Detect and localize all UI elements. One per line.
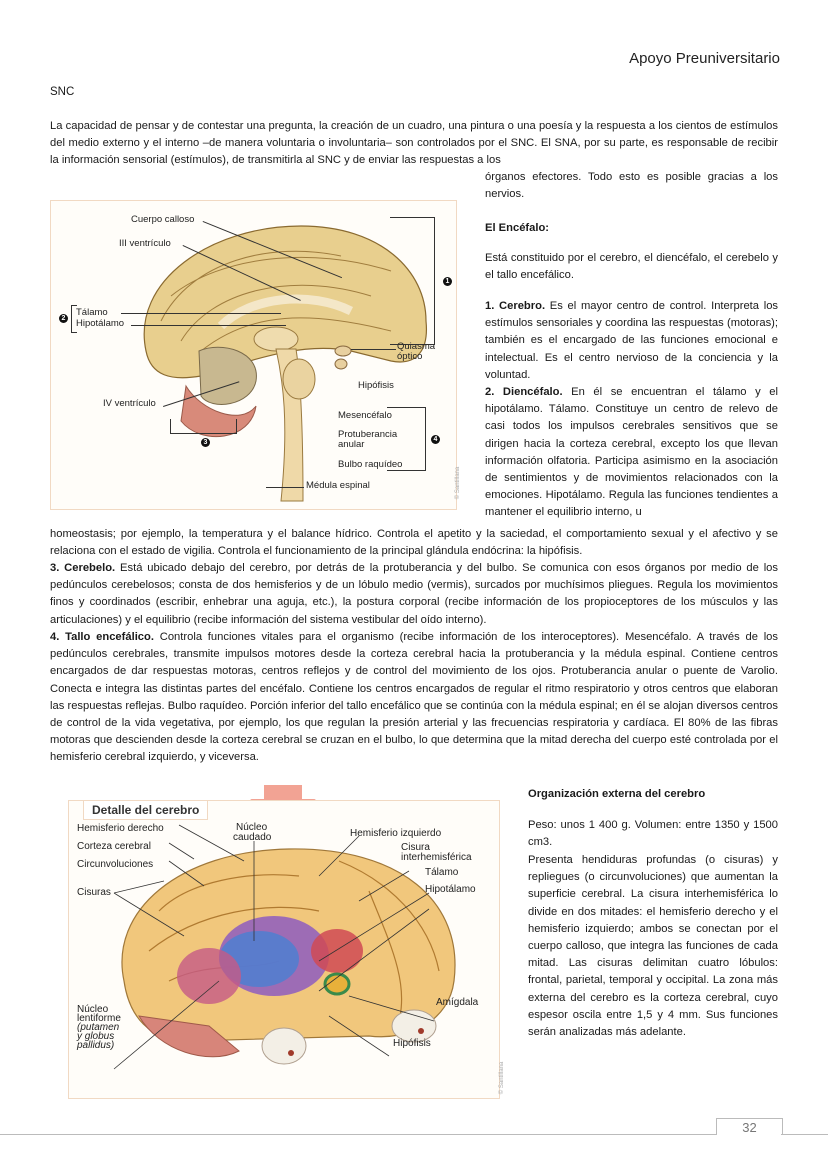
label-bulbo-raquideo: Bulbo raquídeo (338, 459, 403, 470)
brain-detail-figure (68, 800, 500, 1099)
label-anular: anular (338, 439, 365, 450)
diencefalo-continuation: homeostasis; por ejemplo, la temperatura y el balance hídrico. Controla el apetito y la saciedad, el comportamiento sexual y el afectivo y se relaciona con el estado de vigilia. Controla el funcionamiento de la principal glándula endócrina: la hipófisis. (50, 528, 778, 558)
label-nucleo-lentiforme-1: Núcleo (77, 1004, 109, 1015)
label-hipotalamo: Hipotálamo (76, 318, 125, 329)
cerebro-paragraph (485, 298, 778, 384)
badge-2: 2 (59, 314, 68, 323)
leader-line (266, 487, 304, 488)
label-cisura: Cisura (401, 842, 430, 853)
label-iv-ventriculo: IV ventrículo (103, 398, 156, 409)
label-hipotalamo-2: Hipotálamo (425, 884, 476, 895)
cerebro-text: Es el mayor centro de control. Interpreta los estímulos sensoriales y coordina las respuestas (motoras); también es el encargado de las funciones emocional e intelectual. Es el centro nervioso de la conciencia y la voluntad. (485, 300, 779, 381)
badge-4: 4 (431, 435, 440, 444)
label-nucleo-caudado-1: Núcleo (236, 822, 268, 833)
intro-paragraph: La capacidad de pensar y de contestar una pregunta, la creación de un cuadro, una pintura o una poesía y la respuesta a los cientos de estímulos del medio externo y el interno –de manera voluntaria o involuntaria– son controlados por el SNC. El SNA, por su parte, es responsable de recibir la información sensorial (estímulos), de transmitirla al SNC y de enviar las respuestas a los (50, 120, 778, 167)
label-hemisferio-izquierdo: Hemisferio izquierdo (350, 828, 442, 839)
label-iii-ventriculo: III ventrículo (119, 238, 171, 249)
figure1-watermark: © Santillana (455, 466, 462, 500)
label-mesencefalo: Mesencéfalo (338, 410, 392, 421)
leader-line (121, 313, 281, 314)
label-interhemisferica: interhemisférica (401, 852, 472, 863)
label-nucleo-lentiforme-4: y globus (77, 1031, 115, 1042)
bracket-2 (71, 305, 77, 333)
section-label: SNC (50, 86, 75, 98)
label-quiasma: Quiasma (397, 341, 436, 352)
badge-3: 3 (201, 438, 210, 447)
cerebelo-paragraph (50, 560, 778, 629)
label-cisuras: Cisuras (77, 887, 111, 898)
tallo-title: 4. Tallo encefálico. (50, 631, 154, 643)
label-medula-espinal: Médula espinal (306, 480, 370, 491)
bracket-4 (387, 407, 426, 471)
label-nucleo-lentiforme-3: (putamen (77, 1022, 120, 1033)
externa-heading: Organización externa del cerebro (528, 788, 706, 800)
cerebelo-title: 3. Cerebelo. (50, 562, 116, 574)
figure2-title: Detalle del cerebro (83, 800, 208, 820)
bracket-3 (170, 419, 237, 434)
leader-line (351, 349, 396, 350)
cerebro-title: 1. Cerebro. (485, 300, 546, 312)
diencefalo-paragraph (485, 384, 778, 522)
tallo-text: Controla funciones vitales para el organismo (recibe información de los interoceptores). Mesencéfalo. A través de los pedúnculos cerebrales, transmite impulsos motores desde la corteza cerebral hacia la protuberancia y la médula espinal. Contiene centros encargados de dar respuestas motoras, centros reflejos y de control del movimiento de los ojos. Protuberancia anular o puente de Varolio. Conecta e integra las distintas partes del encéfalo. Contiene los centros encargados de regular el ritmo respiratorio y otros centros que elaboran las respuestas reflejas. Bulbo raquídeo. Porción inferior del tallo encefálico que se continúa con la médula espinal; en él se alojan diversos centros de control de la vida vegetativa, por ejemplo, los que regulan la presión arterial y las frecuencias respiratoria y cardíaca. El 80% de las fibras motoras que descienden desde la corteza cerebral se cruzan en el bulbo, lo que determina que la mitad derecha del cuerpo esté controlada por el hemisferio cerebral izquierdo, y viceversa. (50, 631, 778, 764)
bracket-1 (390, 217, 435, 345)
label-amigdala: Amígdala (436, 997, 479, 1008)
label-optico: óptico (397, 351, 423, 362)
page-number: 32 (716, 1118, 783, 1135)
label-hemisferio-derecho: Hemisferio derecho (77, 823, 164, 834)
leader-line (131, 325, 286, 326)
externa-paragraph: Presenta hendiduras profundas (o cisuras) y repliegues (o circunvoluciones) que aumentan la superficie cerebral. La cisura interhemisférica lo divide en dos mitades: el hemisferio derecho y el hemisferio izquierdo; ambos se conectan por el cuerpo calloso, que integra las funciones de cada mitad. Las cisuras delimitan cuatro lóbulos: frontal, parietal, temporal y occipital. La zona más externa del cerebro es la corteza cerebral, cuyo espesor oscila entre 1,5 y 4 mm. Sus funciones serán analizadas más adelante. (528, 854, 778, 1039)
intro-paragraph-tail: órganos efectores. Todo esto es posible gracias a los nervios. (485, 171, 778, 201)
cerebelo-text: Está ubicado debajo del cerebro, por detrás de la protuberancia y del bulbo. Se comunica con esos órganos por medio de los pedúnculos cerebelosos; consta de dos hemisferios y de un lóbulo medio (vermis), surcados por muchísimos pliegues. Regula los movimientos finos y coordinados (escribir, enhebrar una aguja, etc.), la postura corporal (recibe información de los propioceptores de los músculos y las articulaciones) y el equilibrio (recibe información del sistema vestibular del oído interno). (50, 562, 778, 626)
diencefalo-title: 2. Diencéfalo. (485, 386, 563, 398)
label-cuerpo-calloso: Cuerpo calloso (131, 214, 195, 225)
badge-1: 1 (443, 277, 452, 286)
encefalo-intro: Está constituido por el cerebro, el diencéfalo, el cerebelo y el tallo encefálico. (485, 252, 778, 282)
label-nucleo-lentiforme-2: lentiforme (77, 1013, 121, 1024)
label-circunvoluciones: Circunvoluciones (77, 859, 154, 870)
label-protuberancia: Protuberancia (338, 429, 398, 440)
label-hipofisis-2: Hipófisis (393, 1038, 431, 1049)
tallo-paragraph (50, 629, 778, 767)
label-nucleo-lentiforme-5: pallidus) (77, 1040, 115, 1051)
label-nucleo-caudado-2: caudado (233, 832, 272, 843)
label-hipofisis: Hipófisis (358, 380, 394, 391)
footer-rule (0, 1134, 716, 1135)
brain-sagittal-figure (50, 200, 457, 510)
page-header-title: Apoyo Preuniversitario (629, 50, 780, 67)
figure2-watermark: © Santillana (499, 1061, 506, 1095)
footer-rule-right (781, 1134, 828, 1135)
label-talamo-2: Tálamo (425, 867, 459, 878)
label-corteza-cerebral: Corteza cerebral (77, 841, 151, 852)
diencefalo-text: En él se encuentran el tálamo y el hipotálamo. Tálamo. Constituye un centro de relevo de casi todos los impulsos cerebrales sensitivos que se dirigen hacia la corteza cerebral, excepto los que llevan información olfatoria. Participa asimismo en la asociación de sentimientos y de movimientos relacionados con la emociones. Hipotálamo. Regula las funciones tendientes a mantener el equilibrio interno, u (485, 386, 778, 519)
externa-peso: Peso: unos 1 400 g. Volumen: entre 1350 y 1500 cm3. (528, 819, 778, 849)
label-talamo: Tálamo (76, 307, 108, 318)
encefalo-heading: El Encéfalo: (485, 222, 550, 234)
